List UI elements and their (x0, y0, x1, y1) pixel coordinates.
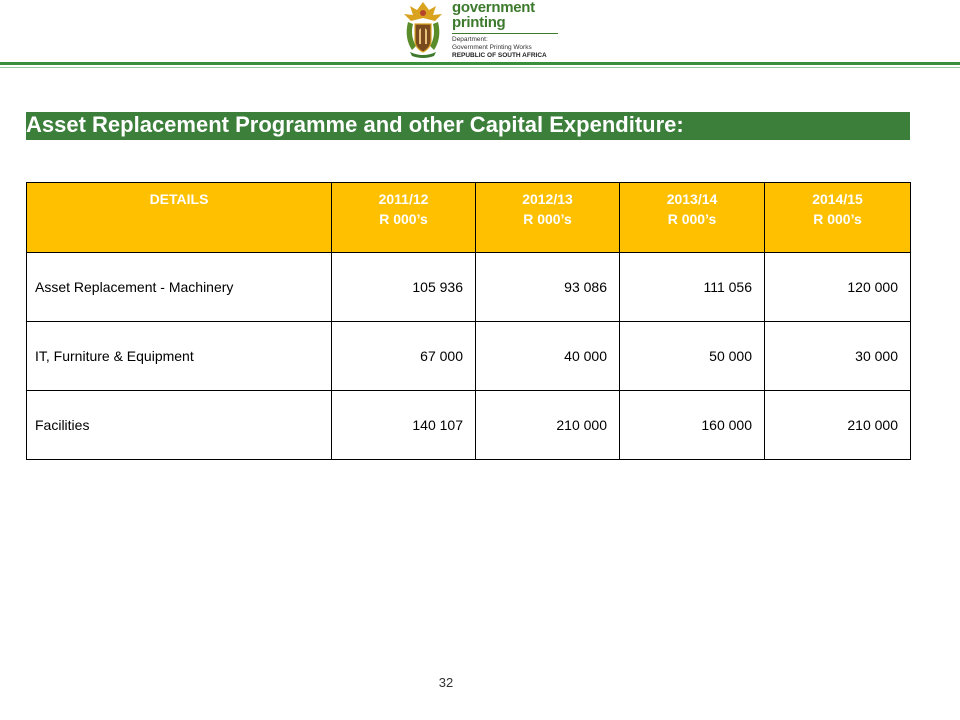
logo-dept-name: Government Printing Works (452, 44, 532, 51)
logo-divider (452, 33, 558, 34)
header-year: 2013/14 (666, 191, 718, 207)
cell-value: 210 000 (476, 391, 620, 460)
header-rule-thin (0, 67, 960, 68)
cell-value: 67 000 (332, 322, 476, 391)
header-2012-13 (476, 183, 620, 253)
row-label: Asset Replacement - Machinery (27, 253, 332, 322)
government-printing-logo (398, 0, 568, 66)
cell-value: 93 086 (476, 253, 620, 322)
cell-value: 140 107 (332, 391, 476, 460)
header-unit: R 000’s (523, 211, 572, 227)
header-unit: R 000’s (379, 211, 428, 227)
header-details (27, 183, 332, 253)
coat-of-arms-icon (398, 0, 448, 60)
header-details-label: DETAILS (149, 191, 209, 207)
row-label: Facilities (27, 391, 332, 460)
header-year: 2011/12 (378, 191, 429, 207)
header-unit: R 000’s (667, 211, 717, 227)
cell-value: 40 000 (476, 322, 620, 391)
cell-value: 120 000 (765, 253, 911, 322)
header-year: 2014/15 (812, 191, 863, 207)
logo-word-government: government (452, 0, 535, 16)
logo-country: REPUBLIC OF SOUTH AFRICA (452, 52, 547, 59)
header-2014-15 (765, 183, 911, 253)
logo-dept-label: Department: (452, 36, 488, 43)
cell-value: 50 000 (620, 322, 765, 391)
cell-value: 105 936 (332, 253, 476, 322)
table-row (27, 253, 911, 322)
header-year: 2012/13 (522, 191, 573, 207)
header-unit: R 000’s (813, 211, 862, 227)
cell-value: 111 056 (620, 253, 765, 322)
header-2013-14 (620, 183, 765, 253)
page-title: Asset Replacement Programme and other Capital Expenditure: (26, 112, 684, 137)
logo-word-printing: printing (452, 14, 506, 31)
cell-value: 160 000 (620, 391, 765, 460)
page-number: 32 (438, 675, 454, 690)
row-label: IT, Furniture & Equipment (27, 322, 332, 391)
cell-value: 30 000 (765, 322, 911, 391)
table-row (27, 391, 911, 460)
capital-expenditure-table (26, 182, 911, 460)
cell-value: 210 000 (765, 391, 911, 460)
table-header-row (27, 183, 911, 253)
header-2011-12 (332, 183, 476, 253)
table-row (27, 322, 911, 391)
